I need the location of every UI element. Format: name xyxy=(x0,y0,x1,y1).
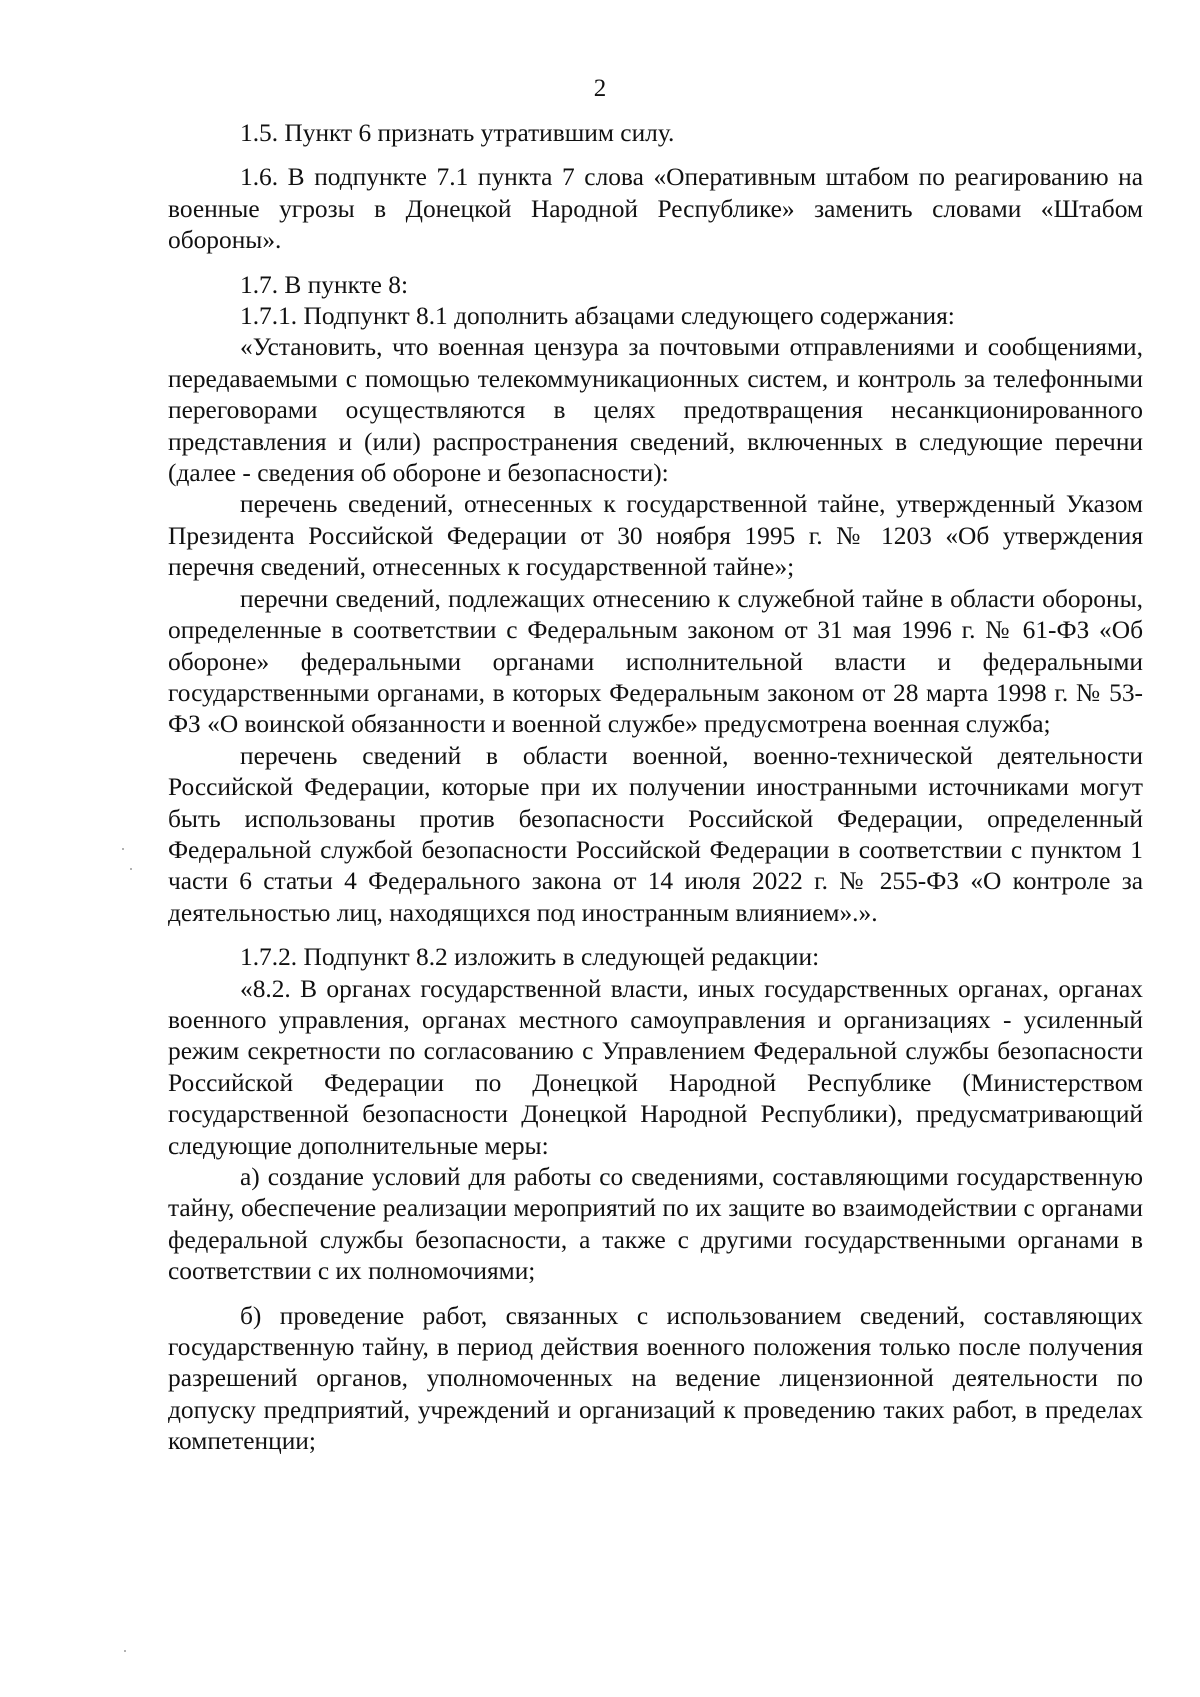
scan-speck xyxy=(130,868,132,870)
paragraph-1-7: 1.7. В пункте 8: xyxy=(240,270,409,299)
paragraph-1-7-1: 1.7.1. Подпункт 8.1 дополнить абзацами следующего содержания: xyxy=(240,302,955,331)
paragraph-item-b: б) проведение работ, связанных с использованием сведений, составляющих государственную тайну, в период действия военного положения только после получения разрешений органов, уполномоченных на ведение лицензионной деятельности по допуску предприятий, учреждений и организаций к проведению таких работ, в пределах компетенции; xyxy=(168,1301,1143,1456)
scan-speck xyxy=(124,1650,126,1652)
paragraph-state-secret-list: перечень сведений, отнесенных к государственной тайне, утвержденный Указом Президента Российской Федерации от 30 ноября 1995 г. № 1203 «Об утверждения перечня сведений, отнесенных к государственной тайне»; xyxy=(168,490,1143,582)
document-body xyxy=(168,118,1143,1458)
paragraph-item-a: а) создание условий для работы со сведениями, составляющими государственную тайну, обеспечение реализации мероприятий по их защите во взаимодействии с органами федеральной службы безопасности, а также с другими государственными органами в соответствии с их полномочиями; xyxy=(168,1163,1143,1286)
paragraph-military-censorship: «Установить, что военная цензура за почтовыми отправлениями и сообщениями, передаваемыми с помощью телекоммуникационных систем, и контроль за телефонными переговорами осуществляются в целях предотвращения несанкционированного представления и (или) распространения сведений, включенных в следующие перечни (далее - сведения об обороне и безопасности): xyxy=(168,333,1143,488)
paragraph-service-secret-lists: перечни сведений, подлежащих отнесению к служебной тайне в области обороны, определенные в соответствии с Федеральным законом от 31 мая 1996 г. № 61-ФЗ «Об обороне» федеральными органами исполнительной власти и федеральными государственными органами, в которых Федеральным законом от 28 марта 1998 г. № 53-ФЗ «О воинской обязанности и военной службе» предусмотрена военная служба; xyxy=(168,584,1143,739)
paragraph-8-2: «8.2. В органах государственной власти, иных государственных органах, органах военного управления, органах местного самоуправления и организациях - усиленный режим секретности по согласованию с Управлением Федеральной службы безопасности Российской Федерации по Донецкой Народной Республике (Министерством государственной безопасности Донецкой Народной Республики), предусматривающий следующие дополнительные меры: xyxy=(168,974,1143,1160)
scan-speck xyxy=(122,848,124,850)
paragraph-1-7-2: 1.7.2. Подпункт 8.2 изложить в следующей редакции: xyxy=(240,943,820,972)
page-number: 2 xyxy=(593,75,607,102)
paragraph-1-6: 1.6. В подпункте 7.1 пункта 7 слова «Оперативным штабом по реагированию на военные угрозы в Донецкой Народной Республике» заменить словами «Штабом обороны». xyxy=(168,163,1143,255)
paragraph-military-technical-list: перечень сведений в области военной, военно-технической деятельности Российской Федерации, которые при их получении иностранными источниками могут быть использованы против безопасности Российской Федерации, определенный Федеральной службой безопасности Российской Федерации в соответствии с пунктом 1 части 6 статьи 4 Федерального закона от 14 июля 2022 г. № 255-ФЗ «О контроле за деятельностью лиц, находящихся под иностранным влиянием».». xyxy=(168,741,1143,927)
paragraph-1-5: 1.5. Пункт 6 признать утратившим силу. xyxy=(240,119,675,147)
